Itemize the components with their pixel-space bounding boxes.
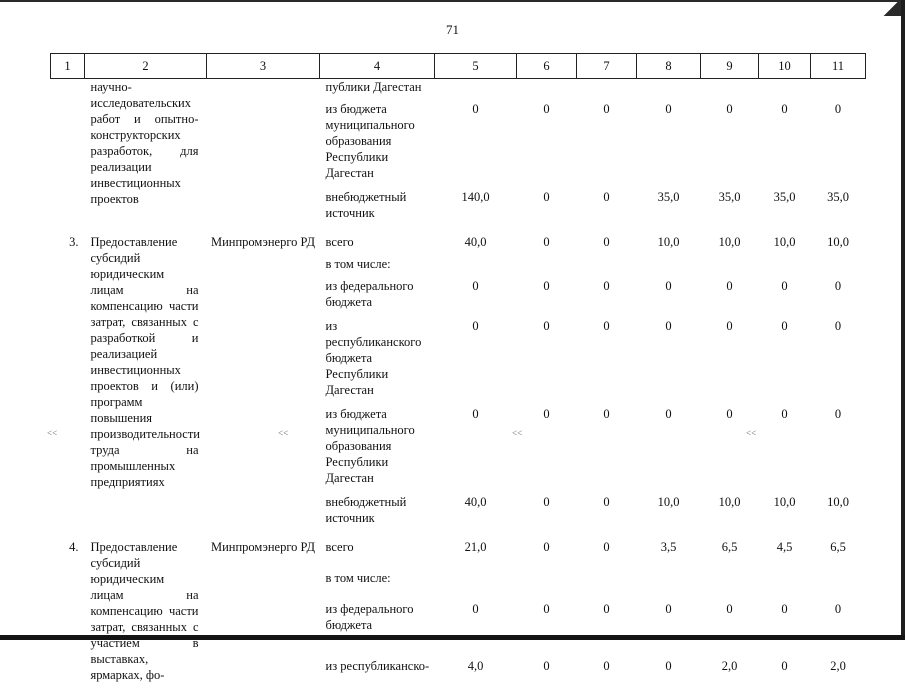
funding-source-label: внебюджетный источник bbox=[320, 494, 435, 532]
funding-source-label: из республиканского бюджета Республики Дагестан bbox=[320, 318, 435, 406]
funding-value-cell: 4,0 bbox=[435, 658, 517, 689]
funding-value-cell: 0 bbox=[759, 278, 811, 318]
funding-value-cell: 0 bbox=[517, 234, 577, 256]
funding-value-cell: 10,0 bbox=[701, 494, 759, 532]
funding-value-cell bbox=[577, 570, 637, 601]
funding-source-label: в том числе: bbox=[320, 570, 435, 601]
funding-value-cell bbox=[577, 256, 637, 278]
column-header: 9 bbox=[701, 54, 759, 79]
column-header: 8 bbox=[637, 54, 701, 79]
column-header: 1 bbox=[51, 54, 85, 79]
funding-value-cell bbox=[517, 256, 577, 278]
funding-value-cell: 0 bbox=[435, 601, 517, 658]
column-header: 7 bbox=[577, 54, 637, 79]
funding-value-cell: 0 bbox=[577, 406, 637, 494]
funding-value-cell bbox=[435, 79, 517, 102]
funding-value-cell: 0 bbox=[517, 278, 577, 318]
funding-value-cell bbox=[517, 570, 577, 601]
funding-value-cell bbox=[435, 256, 517, 278]
funding-value-cell: 0 bbox=[701, 278, 759, 318]
item-number bbox=[51, 79, 85, 228]
funding-value-cell: 0 bbox=[435, 278, 517, 318]
row-spacer bbox=[51, 532, 866, 539]
funding-value-cell: 0 bbox=[637, 278, 701, 318]
item-description: научно-исследовательских работ и опытно-конструкторских разработок, для реализации инвестиционных проектов bbox=[85, 79, 207, 228]
funding-value-cell: 0 bbox=[517, 494, 577, 532]
funding-value-cell: 10,0 bbox=[759, 234, 811, 256]
funding-value-cell bbox=[517, 79, 577, 102]
table-body bbox=[51, 79, 866, 689]
table-row bbox=[51, 79, 866, 102]
funding-value-cell bbox=[811, 570, 866, 601]
funding-value-cell: 4,5 bbox=[759, 539, 811, 570]
column-number-header-row bbox=[51, 54, 866, 79]
scan-edge-top bbox=[0, 0, 905, 2]
funding-value-cell: 140,0 bbox=[435, 189, 517, 227]
funding-value-cell: 0 bbox=[577, 601, 637, 658]
scan-speck: ˂˂ bbox=[746, 428, 756, 438]
funding-value-cell: 10,0 bbox=[811, 494, 866, 532]
funding-value-cell: 0 bbox=[637, 658, 701, 689]
funding-value-cell: 35,0 bbox=[701, 189, 759, 227]
funding-value-cell bbox=[577, 79, 637, 102]
funding-value-cell: 0 bbox=[759, 101, 811, 189]
funding-value-cell: 3,5 bbox=[637, 539, 701, 570]
scan-corner-fold bbox=[883, 2, 901, 16]
item-executor: Минпромэнерго РД bbox=[207, 234, 320, 532]
funding-value-cell: 10,0 bbox=[637, 494, 701, 532]
funding-value-cell: 0 bbox=[517, 658, 577, 689]
funding-value-cell: 0 bbox=[701, 406, 759, 494]
funding-source-label: из бюджета муниципального образования Республики Дагестан bbox=[320, 101, 435, 189]
page-number: 71 bbox=[0, 22, 905, 38]
item-number: 4. bbox=[51, 539, 85, 689]
scan-edge-right bbox=[901, 0, 905, 640]
scan-speck: ˂˂ bbox=[512, 428, 522, 438]
funding-value-cell: 0 bbox=[517, 189, 577, 227]
funding-source-label: в том числе: bbox=[320, 256, 435, 278]
funding-value-cell: 0 bbox=[577, 101, 637, 189]
funding-value-cell: 0 bbox=[701, 101, 759, 189]
funding-value-cell bbox=[637, 256, 701, 278]
table-row bbox=[51, 234, 866, 256]
funding-source-label: из республиканско- bbox=[320, 658, 435, 689]
item-description: Предоставление субсидий юридическим лицам на компенсацию части затрат, связанных с участием в выставках, ярмарках, фо- bbox=[85, 539, 207, 689]
funding-value-cell: 0 bbox=[759, 318, 811, 406]
funding-value-cell: 0 bbox=[577, 318, 637, 406]
funding-value-cell: 21,0 bbox=[435, 539, 517, 570]
funding-value-cell bbox=[637, 570, 701, 601]
funding-value-cell: 35,0 bbox=[637, 189, 701, 227]
funding-value-cell: 0 bbox=[759, 658, 811, 689]
funding-value-cell: 0 bbox=[759, 601, 811, 658]
funding-source-label: из бюджета муниципального образования Республики Дагестан bbox=[320, 406, 435, 494]
funding-value-cell bbox=[811, 79, 866, 102]
funding-value-cell bbox=[701, 256, 759, 278]
column-header: 5 bbox=[435, 54, 517, 79]
funding-value-cell: 0 bbox=[811, 601, 866, 658]
funding-value-cell: 2,0 bbox=[701, 658, 759, 689]
funding-source-label: всего bbox=[320, 539, 435, 570]
column-header: 10 bbox=[759, 54, 811, 79]
funding-value-cell: 0 bbox=[811, 406, 866, 494]
funding-value-cell: 10,0 bbox=[811, 234, 866, 256]
funding-value-cell: 0 bbox=[577, 234, 637, 256]
funding-source-label: внебюджетный источник bbox=[320, 189, 435, 227]
funding-value-cell: 35,0 bbox=[759, 189, 811, 227]
funding-value-cell: 0 bbox=[435, 101, 517, 189]
funding-value-cell: 0 bbox=[435, 406, 517, 494]
funding-source-label: публики Дагестан bbox=[320, 79, 435, 102]
funding-value-cell: 0 bbox=[517, 601, 577, 658]
funding-value-cell: 0 bbox=[517, 101, 577, 189]
funding-value-cell bbox=[701, 570, 759, 601]
funding-value-cell bbox=[759, 79, 811, 102]
funding-value-cell bbox=[759, 256, 811, 278]
row-spacer bbox=[51, 227, 866, 234]
column-header: 2 bbox=[85, 54, 207, 79]
table-row bbox=[51, 539, 866, 570]
funding-value-cell: 0 bbox=[701, 318, 759, 406]
funding-value-cell: 0 bbox=[811, 278, 866, 318]
funding-value-cell: 0 bbox=[637, 318, 701, 406]
funding-source-label: из федерального бюджета bbox=[320, 601, 435, 658]
scan-speck: ˂˂ bbox=[278, 428, 288, 438]
funding-value-cell: 10,0 bbox=[701, 234, 759, 256]
funding-value-cell: 35,0 bbox=[811, 189, 866, 227]
column-header: 11 bbox=[811, 54, 866, 79]
funding-value-cell: 10,0 bbox=[759, 494, 811, 532]
funding-value-cell: 0 bbox=[637, 406, 701, 494]
spacer-cell bbox=[51, 227, 866, 234]
funding-value-cell: 2,0 bbox=[811, 658, 866, 689]
funding-value-cell: 0 bbox=[577, 494, 637, 532]
funding-value-cell: 0 bbox=[811, 318, 866, 406]
funding-value-cell: 0 bbox=[759, 406, 811, 494]
item-number: 3. bbox=[51, 234, 85, 532]
program-table bbox=[50, 53, 866, 689]
spacer-cell bbox=[51, 532, 866, 539]
column-header: 3 bbox=[207, 54, 320, 79]
funding-value-cell: 0 bbox=[811, 101, 866, 189]
funding-value-cell: 0 bbox=[701, 601, 759, 658]
funding-value-cell bbox=[759, 570, 811, 601]
item-description: Предоставление субсидий юридическим лицам на компенсацию части затрат, связанных с разработкой и реализацией инвестиционных проектов и (или) программ повышения производительности труда на промышленных предприятиях bbox=[85, 234, 207, 532]
item-executor bbox=[207, 79, 320, 228]
funding-source-label: из федерального бюджета bbox=[320, 278, 435, 318]
funding-value-cell: 0 bbox=[517, 406, 577, 494]
funding-value-cell bbox=[435, 570, 517, 601]
funding-value-cell bbox=[637, 79, 701, 102]
column-header: 6 bbox=[517, 54, 577, 79]
funding-value-cell: 0 bbox=[637, 101, 701, 189]
funding-value-cell: 0 bbox=[517, 318, 577, 406]
scan-speck: ˂˂ bbox=[47, 428, 57, 438]
funding-value-cell: 0 bbox=[577, 278, 637, 318]
funding-value-cell: 0 bbox=[435, 318, 517, 406]
funding-value-cell: 40,0 bbox=[435, 494, 517, 532]
funding-value-cell: 0 bbox=[577, 189, 637, 227]
funding-value-cell: 10,0 bbox=[637, 234, 701, 256]
funding-value-cell: 0 bbox=[577, 539, 637, 570]
column-header: 4 bbox=[320, 54, 435, 79]
funding-value-cell: 40,0 bbox=[435, 234, 517, 256]
funding-value-cell bbox=[811, 256, 866, 278]
funding-value-cell bbox=[701, 79, 759, 102]
funding-value-cell: 0 bbox=[577, 658, 637, 689]
funding-source-label: всего bbox=[320, 234, 435, 256]
funding-value-cell: 0 bbox=[637, 601, 701, 658]
funding-value-cell: 6,5 bbox=[811, 539, 866, 570]
item-executor: Минпромэнерго РД bbox=[207, 539, 320, 689]
funding-value-cell: 6,5 bbox=[701, 539, 759, 570]
funding-value-cell: 0 bbox=[517, 539, 577, 570]
